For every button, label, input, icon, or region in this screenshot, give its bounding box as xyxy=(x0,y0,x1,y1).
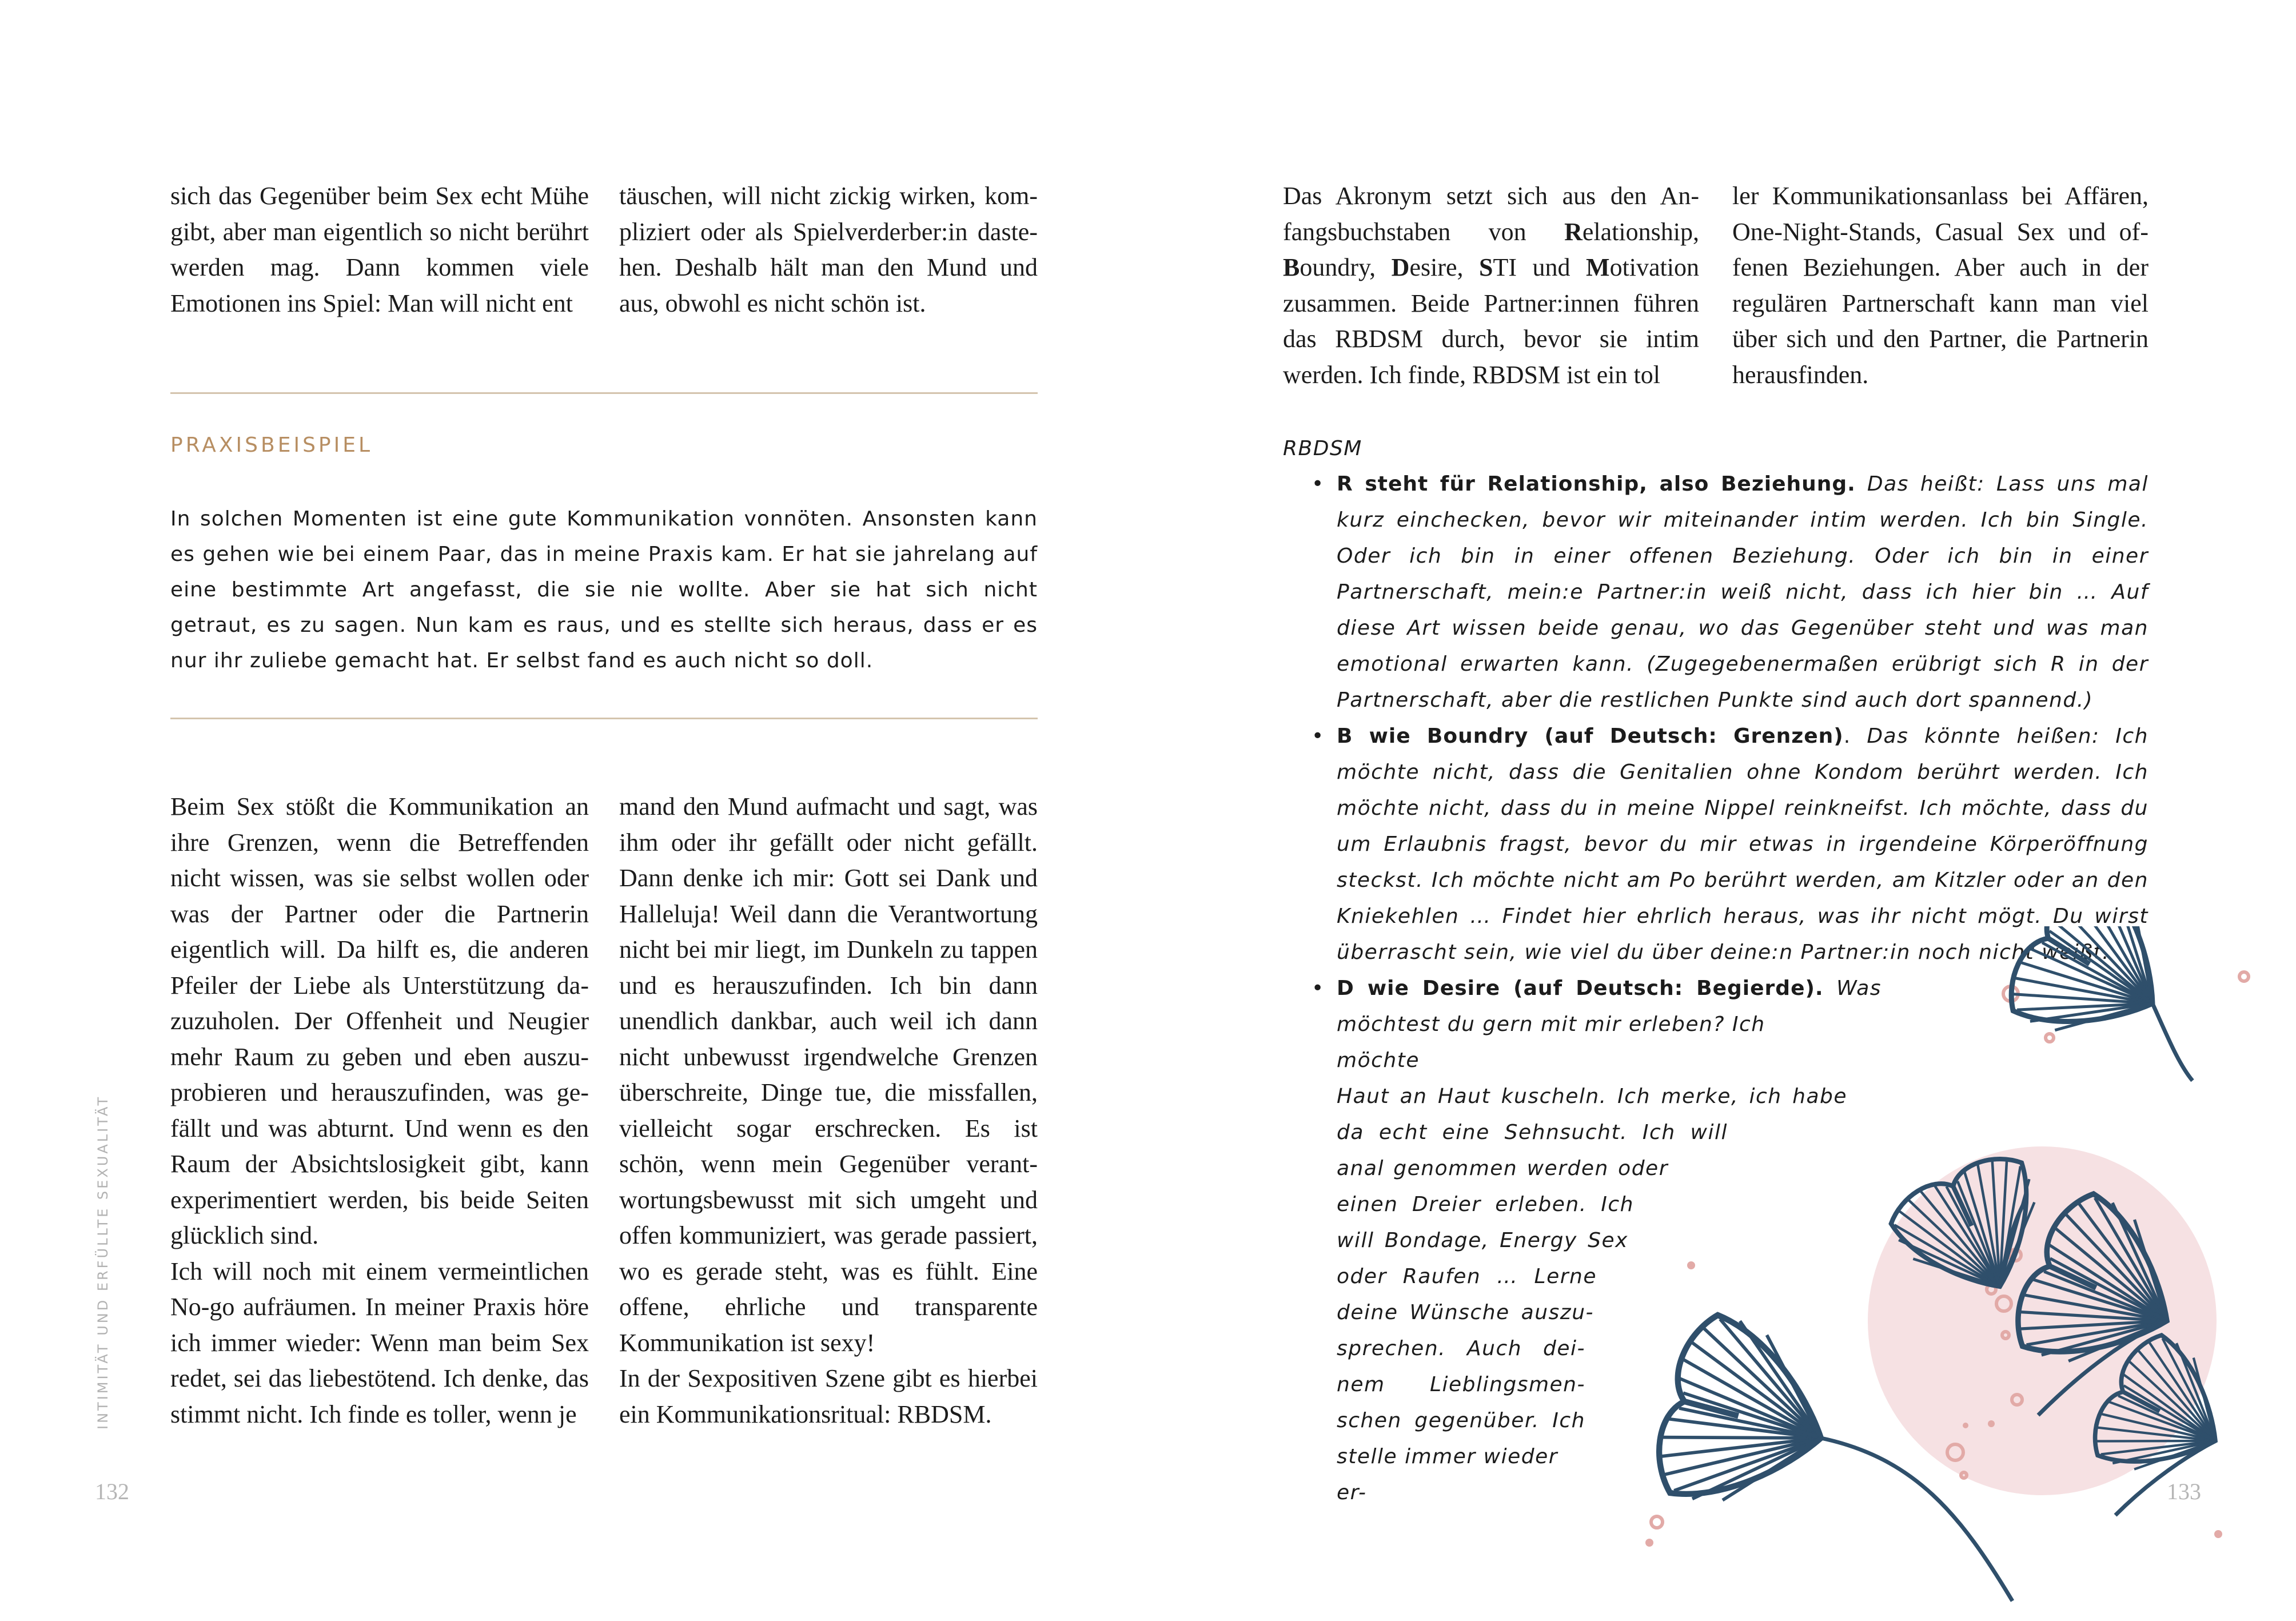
bold-letter-r: R xyxy=(1564,217,1583,246)
item-line: anal genommen werden oder xyxy=(1337,1157,1668,1180)
item-text: Das könnte heißen: Ich möchte nicht, dass die Genitalien ohne Kondom berührt werden. Ich möchte nicht, dass du in meine Nippel reinkneifst. Ich möchte, dass du um Erlaubnis fragst, bevor du mir etwas in irgendeine Körperöffnung steckst. Ich möchte nicht am Po berührt werden, am Kitzler oder an den Kniekehlen … Findet hier ehrlich heraus, was ihr nicht mögt. Du wirst überrascht sein, wie viel du über deine:n Partner:in noch nicht weißt. xyxy=(1337,724,2148,964)
bold-letter-b: B xyxy=(1283,253,1300,281)
left-top-col-1 xyxy=(170,178,589,321)
paragraph: sich das Gegenüber beim Sex echt Mühe gibt, aber man eigentlich so nicht berührt werden mag. Dann kommen viele Emotionen ins Spiel: Man will nicht ent xyxy=(170,182,589,317)
praxis-heading: PRAXISBEISPIEL xyxy=(170,433,373,457)
item-line: möchtest du gern mit mir erleben? Ich möchte xyxy=(1337,1013,1765,1072)
list-item-r xyxy=(1312,466,2148,718)
item-line: schen gegenüber. Ich xyxy=(1337,1409,1585,1432)
ginkgo-decoration xyxy=(1601,926,2296,1621)
text: elationship, xyxy=(1582,217,1699,246)
running-head: INTIMITÄT UND ERFÜLLTE SEXUALITÄT xyxy=(95,1094,111,1429)
divider-bottom xyxy=(170,718,1038,719)
item-line: nem Lieblingsmen- xyxy=(1337,1373,1585,1396)
list-item-b: • B wie Boundry (auf Deutsch: Grenzen). Das könnte heißen: Ich möchte nicht, dass die Genitalien ohne Kondom berührt werden. Ich möchte nicht, dass du in meine Nippel reinkneifst. Ich möchte, dass du um Erlaubnis fragst, bevor du mir etwas in irgendeine Körperöffnung steckst. Ich möchte nicht am Po berührt werden, am Kitzler oder an den Kniekehlen … Findet hier ehrlich heraus, was ihr nicht mögt. Du wirst überrascht sein, wie viel du über deine:n Partner:in noch nicht weißt. xyxy=(1337,718,2148,970)
divider-top xyxy=(170,392,1038,394)
page-number-right: 133 xyxy=(2167,1479,2201,1504)
praxis-paragraph: In solchen Momenten ist eine gute Kommunikation vonnöten. Ansonsten kann es gehen wie bei einem Paar, das in meine Praxis kam. Er hat sie jahrelang auf eine bestimmte Art angefasst, die sie nie wollte. Aber sie hat sich nicht getraut, es zu sagen. Nun kam es raus, und es stellte sich heraus, dass er es nur ihr zuliebe gemacht hat. Er selbst fand es auch nicht so doll. xyxy=(170,507,1038,672)
item-line: will Bondage, Energy Sex xyxy=(1337,1229,1628,1252)
bullet-icon: • xyxy=(1312,472,1325,496)
text: otivation zusammen. Beide Partner:innen führen das RBDSM durch, bevor sie intim werden. Ich finde, RBDSM ist ein tol xyxy=(1283,253,1700,389)
item-line: oder Raufen … Lerne xyxy=(1337,1265,1597,1288)
item-line: einen Dreier erleben. Ich xyxy=(1337,1193,1634,1216)
paragraph: mand den Mund aufmacht und sagt, was ihm oder ihr gefällt oder nicht gefällt. Dann denke ich mir: Gott sei Dank und Halleluja! Weil dann die Verantwortung nicht bei mir liegt, im Dunkeln zu tappen und es herauszufinden. Ich bin dann unendlich dankbar, auch weil ich dann nicht unbewusst irgendwelche Grenzen überschreite, Dinge tue, die missfallen, vielleicht sogar erschrecken. Es ist schön, wenn mein Gegenüber verantwortungsbewusst mit sich umgeht und offen kommuniziert, was gerade passiert, wo es gerade steht, was es fühlt. Eine offene, ehrliche und transparente Kommunikation ist sexy! xyxy=(619,792,1038,1357)
ginkgo-leaf xyxy=(1647,1309,1845,1527)
item-text: Das heißt: Lass uns mal kurz einchecken, bevor wir miteinander intim werden. Ich bin Single. Oder ich bin in einer offenen Beziehung. Oder ich bin in einer Partnerschaft, mein:e Partner:in weiß nicht, dass ich hier bin … Auf diese Art wissen beide genau, wo das Gegenüber steht und was man emotional erwarten kann. (Zugegebenermaßen erübrigt sich R in der Partnerschaft, aber die restlichen Punkte sind auch dort spannend.) xyxy=(1337,472,2148,712)
bullet-icon: • xyxy=(1312,724,1325,748)
item-heading: B wie Boundry (auf Deutsch: Grenzen) xyxy=(1337,724,1844,748)
item-line: sprechen. Auch dei- xyxy=(1337,1337,1585,1360)
item-line: stelle immer wieder er- xyxy=(1337,1445,1558,1504)
text: TI und xyxy=(1493,253,1587,281)
ginkgo-leaf xyxy=(1995,926,2195,1072)
paragraph: In der Sexpositiven Szene gibt es hierbei ein Kommunikationsritual: RBDSM. xyxy=(619,1364,1038,1428)
left-bottom-col-2 xyxy=(619,789,1038,1432)
rbdsm-list xyxy=(1312,466,2148,970)
item-text: Was xyxy=(1836,977,1882,1000)
bullet-icon: • xyxy=(1312,977,1325,1000)
bold-letter-d: D xyxy=(1391,253,1410,281)
text: esire, xyxy=(1409,253,1480,281)
paragraph: Beim Sex stößt die Kommunikation an ihre Grenzen, wenn die Betreffenden nicht wissen, was sie selbst wollen oder was der Partner oder die Partnerin eigentlich will. Da hilft es, die anderen Pfeiler der Liebe als Unterstützung dazuzuholen. Der Offenheit und Neugier mehr Raum zu geben und eben auszuprobieren und herauszufinden, was gefällt und was abturnt. Und wenn es den Raum der Absichtslosigkeit gibt, kann experimentiert werden, bis beide Seiten glücklich sind. xyxy=(170,792,589,1249)
paragraph: ler Kommunikationsanlass bei Affären, One-Night-Stands, Casual Sex und offenen Beziehungen. Aber auch in der regulären Partnerschaft kann man viel über sich und den Partner, die Partnerin herausfinden. xyxy=(1732,182,2148,389)
bold-letter-m: M xyxy=(1586,253,1610,281)
right-top-col-1 xyxy=(1283,178,1699,393)
left-top-col-2 xyxy=(619,178,1038,321)
text: oundry, xyxy=(1300,253,1392,281)
item-heading: D wie Desire (auf Deutsch: Begierde). xyxy=(1337,977,1824,1000)
item-line: da echt eine Sehnsucht. Ich will xyxy=(1337,1121,1728,1144)
left-bottom-col-1 xyxy=(170,789,589,1432)
rbdsm-label: RBDSM xyxy=(1283,437,1362,460)
praxis-box-text xyxy=(170,501,1038,679)
acronym-paragraph xyxy=(1283,178,1699,393)
right-top-col-2 xyxy=(1732,178,2148,393)
page-number-left: 132 xyxy=(95,1479,129,1504)
bold-letter-s: S xyxy=(1479,253,1493,281)
item-heading: R steht für Relationship, also Beziehung. xyxy=(1337,472,1856,496)
item-line: deine Wünsche auszu- xyxy=(1337,1301,1594,1324)
item-line: Haut an Haut kuscheln. Ich merke, ich habe xyxy=(1337,1085,1847,1108)
paragraph: Ich will noch mit einem vermeintlichen No-go aufräumen. In meiner Praxis höre ich immer wieder: Wenn man beim Sex redet, sei das liebestötend. Ich denke, das stimmt nicht. Ich finde es toller, wenn je xyxy=(170,1257,589,1428)
text: Das Akronym setzt sich aus den Anfangsbuchstaben von xyxy=(1283,182,1699,246)
paragraph: täuschen, will nicht zickig wirken, kompliziert oder als Spielverderber:in dastehen. Deshalb hält man den Mund und aus, obwohl es nicht schön ist. xyxy=(619,182,1038,317)
